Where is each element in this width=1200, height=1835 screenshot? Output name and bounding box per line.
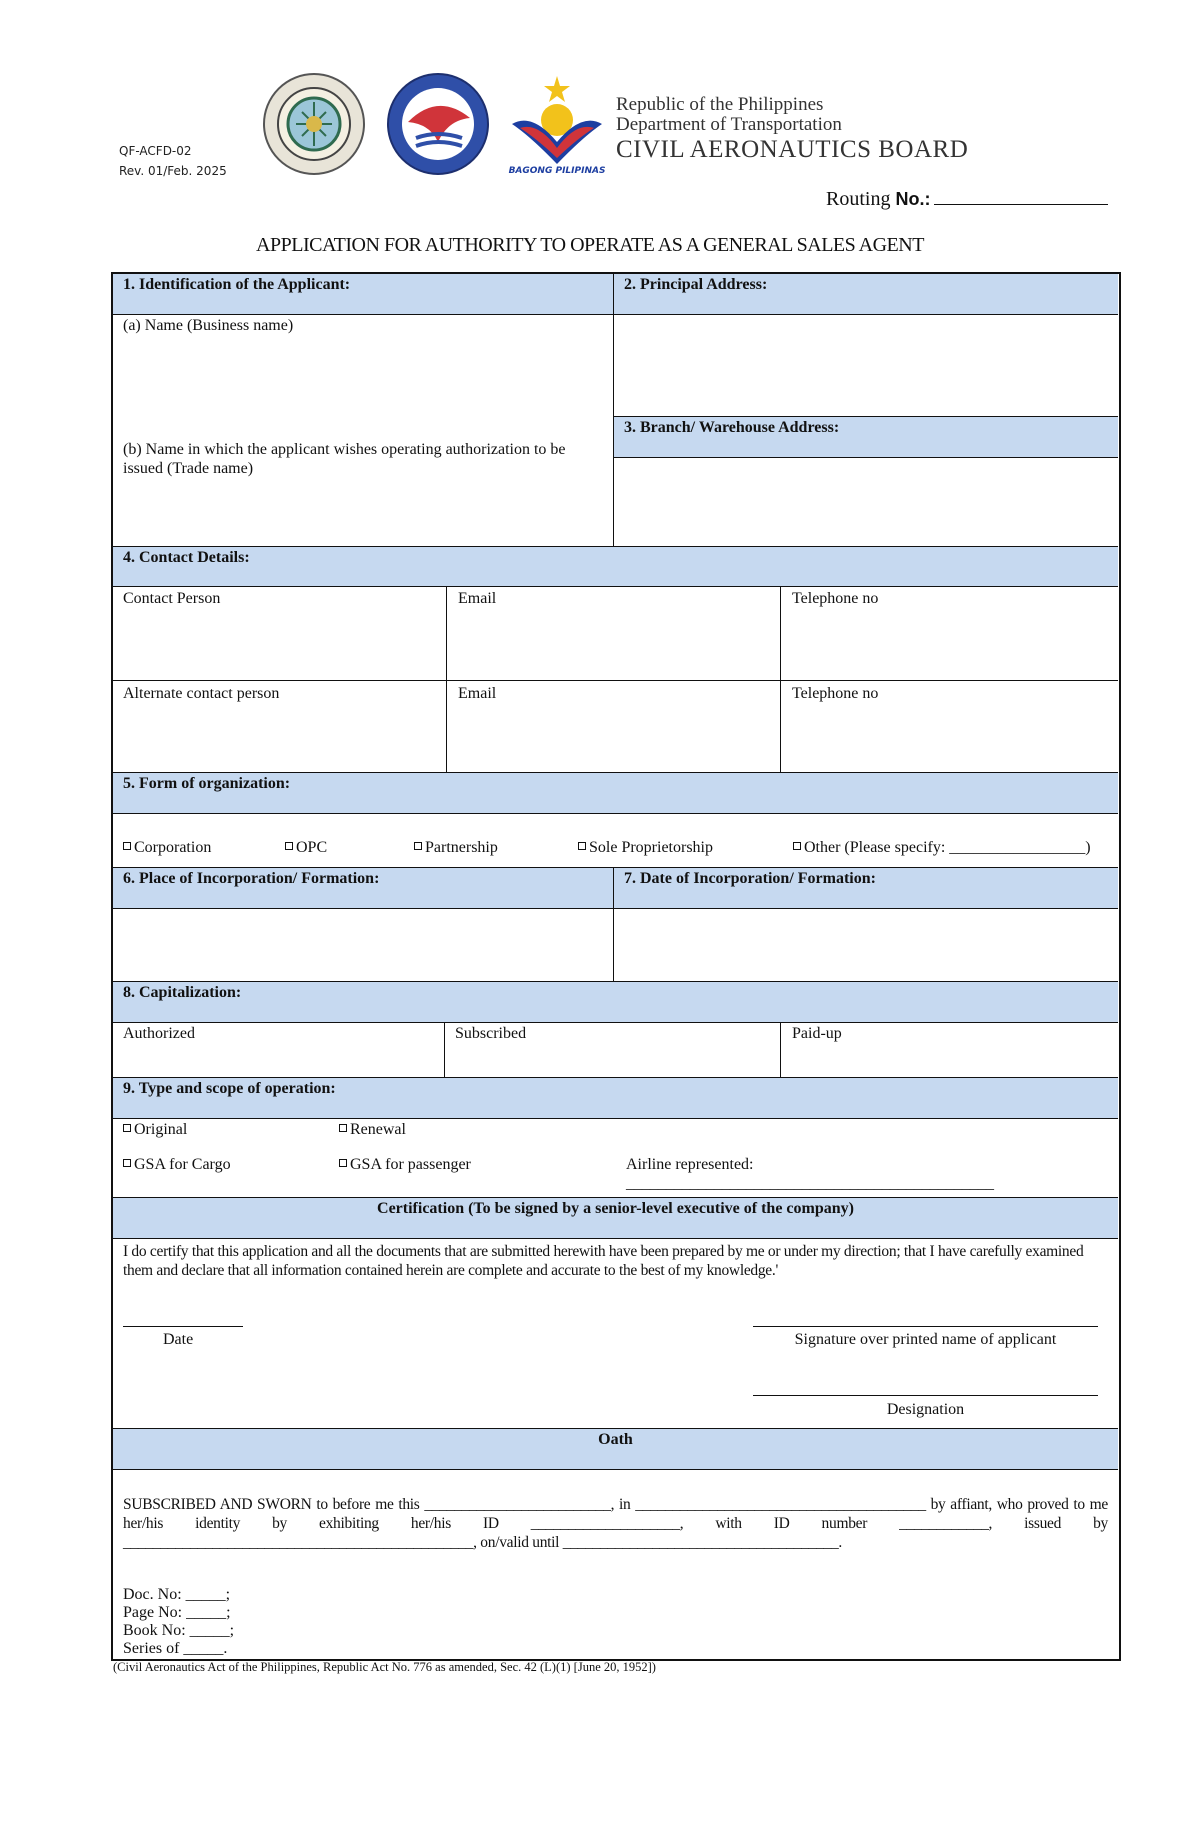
divider: [780, 1022, 781, 1077]
section-2-title: 2. Principal Address:: [624, 276, 768, 293]
principal-address-field[interactable]: [614, 316, 1118, 416]
applicant-signature-line[interactable]: [753, 1326, 1098, 1327]
op-option-renewal[interactable]: [339, 1120, 406, 1139]
section-1-title: 1. Identification of the Applicant:: [123, 276, 351, 293]
date-signature-line[interactable]: [123, 1326, 243, 1327]
certification-title: Certification (To be signed by a senior-level executive of the company): [377, 1200, 854, 1217]
alt-contact-field[interactable]: [113, 704, 446, 772]
date-label: Date: [163, 1331, 194, 1348]
section-1-header: [113, 274, 613, 314]
section-2-header: [614, 274, 1118, 314]
form-title: APPLICATION FOR AUTHORITY TO OPERATE AS A GENERAL SALES AGENT: [256, 234, 924, 256]
divider: [113, 314, 1118, 315]
section-7-title: 7. Date of Incorporation/ Formation:: [624, 870, 876, 887]
org-option-other[interactable]: [793, 838, 1091, 857]
checkbox-icon: [339, 1124, 347, 1132]
divider: [613, 867, 614, 981]
book-no: Book No: _____;: [123, 1622, 235, 1639]
contact-person-label: Contact Person: [123, 590, 221, 607]
op-option-label: Original: [134, 1121, 188, 1138]
checkbox-icon: [123, 1159, 131, 1167]
org-option-partnership[interactable]: [414, 838, 498, 857]
divider: [614, 416, 1118, 417]
divider: [113, 1428, 1118, 1429]
org-option-label: Other (Please specify: _________________): [804, 839, 1091, 856]
op-option-original[interactable]: [123, 1120, 187, 1139]
certification-text: I do certify that this application and all the documents that are submitted herewith have been prepared by me or under my direction; that I have carefully examined them and declare that all information contained herein are complete and accurate to the best of my knowledge.': [123, 1243, 1084, 1279]
designation-label: Designation: [886, 1401, 965, 1418]
application-form: [111, 272, 1121, 1661]
section-3-title: 3. Branch/ Warehouse Address:: [624, 419, 840, 436]
alt-contact-label: Alternate contact person: [123, 685, 280, 702]
trade-name-label: (b) Name in which the applicant wishes operating authorization to be issued (Trade name): [123, 441, 566, 477]
subscribed-label: Subscribed: [455, 1025, 527, 1042]
op-option-gsa-cargo[interactable]: [123, 1155, 231, 1174]
routing-label: Routing: [826, 188, 891, 210]
business-name-label: (a) Name (Business name): [123, 317, 294, 334]
divider: [113, 1022, 1118, 1023]
oath-text: SUBSCRIBED AND SWORN to before me this _________________________, in _______________________________________ by affiant, who proved to me her/his identity by exhibiting her/his ID ____________________, with ID number ____________, issued by _______________________________________________, on/valid until _____________________________________.: [123, 1496, 1108, 1551]
org-option-opc[interactable]: [285, 838, 327, 857]
divider: [113, 546, 1118, 547]
bagong-pilipinas-logo: [502, 72, 612, 176]
divider: [113, 867, 1118, 868]
dotr-seal-logo: [386, 72, 490, 176]
divider: [113, 680, 1118, 681]
agency-label: CIVIL AERONAUTICS BOARD: [616, 136, 969, 163]
divider: [113, 586, 1118, 587]
airline-represented-field[interactable]: Airline represented: ______________________________________________: [626, 1156, 994, 1192]
email-label: Email: [458, 590, 497, 607]
section-6-header: [113, 868, 613, 908]
signature-label: Signature over printed name of applicant: [794, 1331, 1057, 1348]
section-4-header: [113, 547, 1118, 587]
section-7-header: [614, 868, 1118, 908]
trade-name-field[interactable]: [113, 482, 613, 546]
section-8-title: 8. Capitalization:: [123, 984, 242, 1001]
telephone-field[interactable]: [781, 609, 1118, 681]
doc-no: Doc. No: _____;: [123, 1586, 231, 1603]
contact-person-field[interactable]: [113, 609, 446, 681]
section-3-header: [614, 417, 1118, 457]
org-option-label: OPC: [296, 839, 328, 856]
agency-header: [616, 95, 968, 165]
certification-header: [113, 1198, 1118, 1238]
form-revision: Rev. 01/Feb. 2025: [119, 164, 227, 178]
oath-title: Oath: [598, 1431, 633, 1448]
page-no: Page No: _____;: [123, 1604, 231, 1621]
op-option-label: GSA for passenger: [350, 1156, 471, 1173]
divider: [113, 981, 1118, 982]
business-name-field[interactable]: [113, 336, 613, 436]
checkbox-icon: [578, 842, 586, 850]
op-option-label: GSA for Cargo: [134, 1156, 231, 1173]
paid-up-label: Paid-up: [792, 1025, 842, 1042]
paid-up-field[interactable]: [781, 1044, 1118, 1077]
oath-header: [113, 1429, 1118, 1469]
alt-telephone-label: Telephone no: [792, 685, 879, 702]
section-5-header: [113, 773, 1118, 813]
place-of-incorporation-field[interactable]: [113, 909, 613, 981]
divider: [113, 772, 1118, 773]
routing-no-label: No.:: [895, 189, 931, 209]
series-of: Series of _____.: [123, 1640, 228, 1657]
authorized-field[interactable]: [113, 1044, 444, 1077]
divider: [113, 813, 1118, 814]
divider: [444, 1022, 445, 1077]
telephone-label: Telephone no: [792, 590, 879, 607]
checkbox-icon: [123, 1124, 131, 1132]
alt-email-label: Email: [458, 685, 497, 702]
alt-telephone-field[interactable]: [781, 704, 1118, 772]
form-code-block: [119, 141, 227, 181]
alt-email-field[interactable]: [447, 704, 780, 772]
checkbox-icon: [285, 842, 293, 850]
divider: [113, 1238, 1118, 1239]
section-8-header: [113, 982, 1118, 1022]
cab-seal-logo: [262, 72, 366, 176]
divider: [113, 1197, 1118, 1198]
checkbox-icon: [793, 842, 801, 850]
divider: [113, 1469, 1118, 1470]
checkbox-icon: [123, 842, 131, 850]
section-6-title: 6. Place of Incorporation/ Formation:: [123, 870, 380, 887]
routing-number: [826, 188, 1108, 211]
branch-address-field[interactable]: [614, 458, 1118, 546]
org-option-corporation[interactable]: [123, 838, 211, 857]
section-5-title: 5. Form of organization:: [123, 775, 291, 792]
form-code: QF-ACFD-02: [119, 144, 192, 158]
op-option-label: Renewal: [350, 1121, 406, 1138]
designation-line[interactable]: [753, 1395, 1098, 1396]
org-option-sole-proprietorship[interactable]: [578, 838, 713, 857]
subscribed-field[interactable]: [445, 1044, 780, 1077]
legal-footnote: (Civil Aeronautics Act of the Philippines, Republic Act No. 776 as amended, Sec. 42 (L)(1) [June 20, 1952]): [113, 1660, 656, 1674]
org-option-label: Sole Proprietorship: [589, 839, 713, 856]
checkbox-icon: [414, 842, 422, 850]
op-option-gsa-passenger[interactable]: [339, 1155, 471, 1174]
checkbox-icon: [339, 1159, 347, 1167]
republic-label: Republic of the Philippines: [616, 94, 824, 115]
routing-number-field[interactable]: [934, 190, 1108, 205]
department-label: Department of Transportation: [616, 114, 842, 135]
section-4-title: 4. Contact Details:: [123, 549, 250, 566]
authorized-label: Authorized: [123, 1025, 195, 1042]
divider: [113, 1118, 1118, 1119]
org-option-label: Partnership: [425, 839, 498, 856]
divider: [113, 1077, 1118, 1078]
section-9-header: [113, 1078, 1118, 1118]
section-9-title: 9. Type and scope of operation:: [123, 1080, 336, 1097]
email-field[interactable]: [447, 609, 780, 681]
date-of-incorporation-field[interactable]: [614, 909, 1118, 981]
org-option-label: Corporation: [134, 839, 212, 856]
divider: [113, 908, 1118, 909]
divider: [614, 457, 1118, 458]
bagong-pilipinas-text: BAGONG PILIPINAS: [508, 166, 606, 176]
